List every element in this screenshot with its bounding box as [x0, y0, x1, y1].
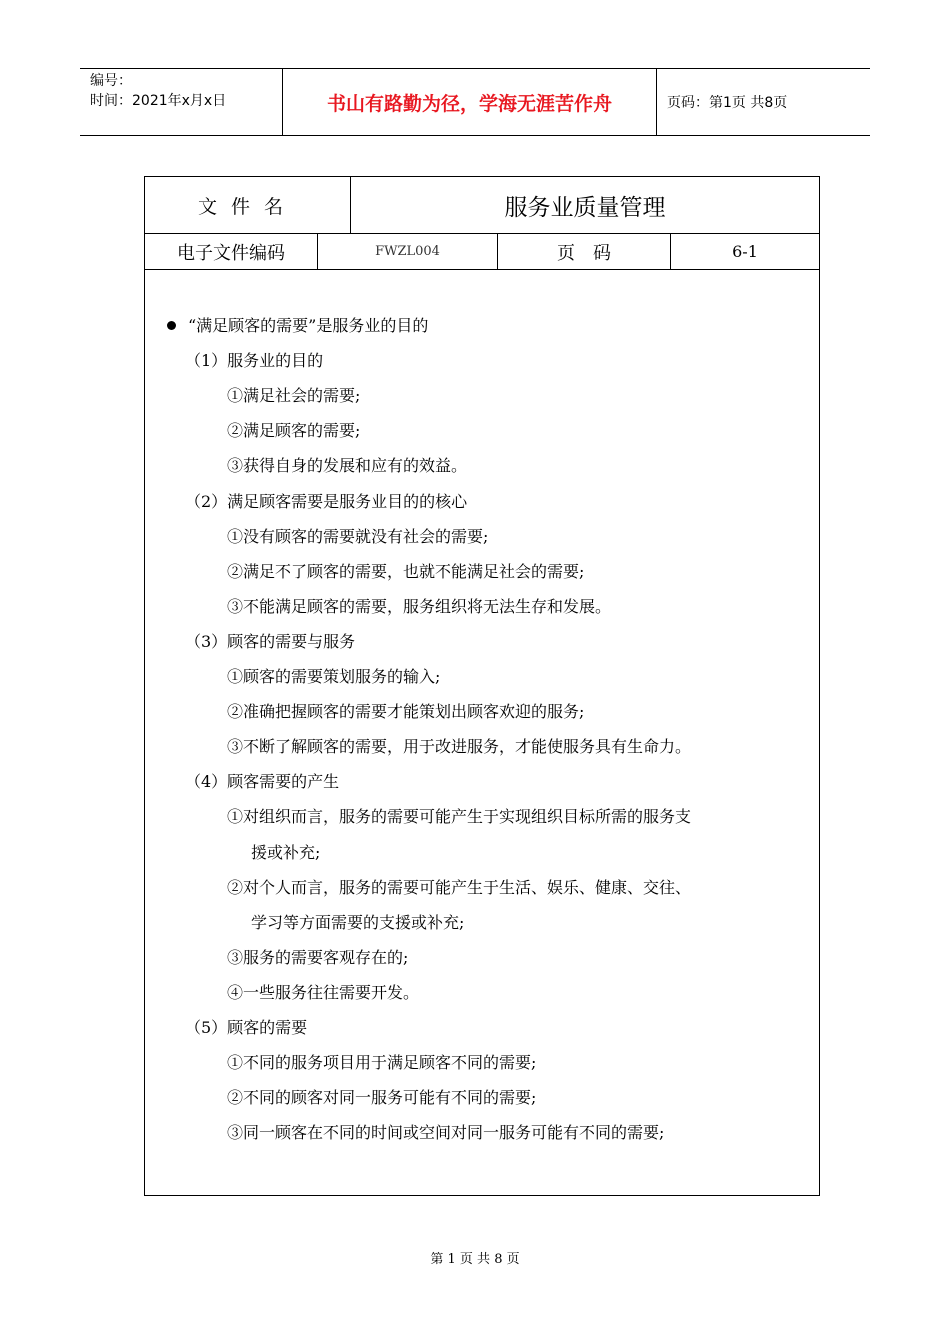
line-text: ③不能满足顾客的需要，服务组织将无法生存和发展。: [227, 596, 612, 616]
list-item: [227, 1088, 536, 1108]
line-text: ③同一顾客在不同的时间或空间对同一服务可能有不同的需要;: [227, 1123, 665, 1143]
line-text: ①顾客的需要策划服务的输入;: [227, 667, 441, 686]
line-text: ②准确把握顾客的需要才能策划出顾客欢迎的服务;: [227, 702, 585, 722]
doc-meta-row: [145, 234, 819, 270]
line-text: 援或补充;: [251, 842, 321, 862]
line-text: ②不同的顾客对同一服务可能有不同的需要;: [227, 1088, 537, 1108]
section-heading: [185, 492, 467, 512]
line-text: ②对个人而言，服务的需要可能产生于生活、娱乐、健康、交往、: [227, 877, 692, 897]
file-name-value: 服务业质量管理: [504, 194, 666, 221]
line-text: ①没有顾客的需要就没有社会的需要;: [227, 526, 489, 546]
code-label: 电子文件编码: [145, 234, 318, 269]
list-item: [227, 597, 611, 617]
line-text: “满足顾客的需要”是服务业的目的: [188, 316, 429, 335]
line-text: （5）顾客的需要: [185, 1018, 308, 1037]
section-heading: [185, 351, 323, 371]
list-item: [227, 878, 691, 898]
code-value: FWZL004: [318, 234, 498, 269]
line-text: ②满足不了顾客的需要，也就不能满足社会的需要;: [227, 561, 585, 581]
file-name-label: 文件名: [145, 177, 351, 233]
list-item: [227, 948, 408, 968]
list-item: [227, 527, 488, 547]
list-item: [251, 913, 464, 933]
document-frame: [144, 176, 820, 1196]
page-header: [80, 68, 870, 136]
header-page: 页码：第1页 共8页: [667, 95, 788, 111]
header-motto: 书山有路勤为径，学海无涯苦作舟: [282, 69, 657, 135]
line-text: ④一些服务往往需要开发。: [227, 982, 420, 1002]
line-text: ②满足顾客的需要;: [227, 421, 361, 441]
line-text: （1）服务业的目的: [185, 351, 324, 371]
line-text: ①不同的服务项目用于满足顾客不同的需要;: [227, 1053, 537, 1073]
section-heading: [185, 1018, 307, 1038]
line-text: （2）满足顾客需要是服务业目的的核心: [185, 491, 468, 511]
list-item: [227, 562, 584, 582]
line-text: （4）顾客需要的产生: [185, 772, 340, 792]
line-text: ①满足社会的需要;: [227, 386, 361, 406]
list-item: [251, 843, 320, 863]
list-item: [227, 737, 691, 757]
section-heading: [185, 772, 339, 792]
line-text: 学习等方面需要的支援或补充;: [251, 912, 465, 932]
list-item: [227, 1123, 664, 1143]
section-heading: [185, 632, 355, 652]
bullet-icon: [167, 321, 176, 330]
header-date: 时间：2021年x月x日: [90, 93, 227, 109]
page-value: 6-1: [732, 242, 758, 261]
doc-title-row: [145, 177, 819, 234]
list-item: [227, 1053, 536, 1073]
bullet-line: [167, 316, 428, 336]
page-label: 页码: [498, 234, 671, 269]
list-item: [227, 807, 691, 827]
line-text: ③获得自身的发展和应有的效益。: [227, 456, 468, 476]
header-meta: [80, 69, 282, 135]
list-item: [227, 421, 360, 441]
list-item: [227, 667, 440, 687]
line-text: ①对组织而言，服务的需要可能产生于实现组织目标所需的服务支: [227, 807, 692, 827]
page-footer: 第 1 页 共 8 页: [430, 1252, 520, 1267]
line-text: ③服务的需要客观存在的;: [227, 947, 409, 967]
line-text: ③不断了解顾客的需要，用于改进服务，才能使服务具有生命力。: [227, 737, 692, 757]
list-item: [227, 386, 360, 406]
header-number: 编号：: [90, 73, 132, 89]
line-text: （3）顾客的需要与服务: [185, 631, 356, 651]
list-item: [227, 983, 419, 1003]
list-item: [227, 702, 584, 722]
list-item: [227, 456, 467, 476]
